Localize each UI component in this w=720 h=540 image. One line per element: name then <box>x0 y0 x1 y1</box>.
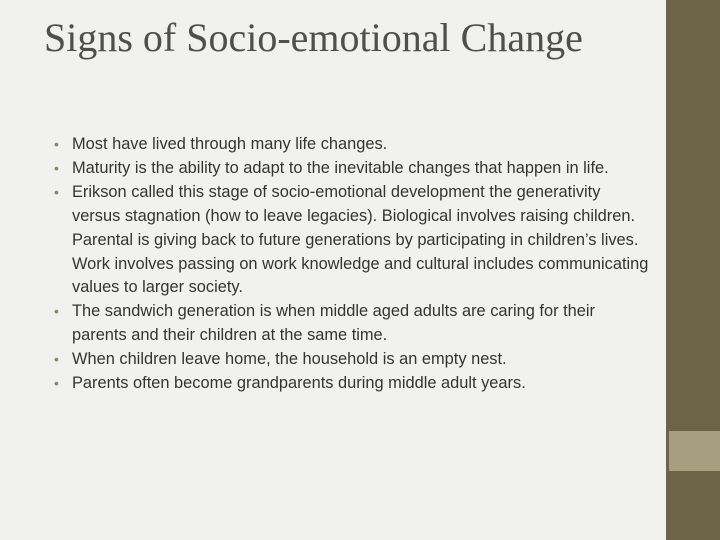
bullet-icon: • <box>54 351 59 368</box>
bullet-list <box>52 133 652 396</box>
slide-title: Signs of Socio-emotional Change <box>44 15 583 60</box>
bullet-text: Maturity is the ability to adapt to the inevitable changes that happen in life. <box>72 158 609 177</box>
bullet-icon: • <box>54 375 59 392</box>
bullet-icon: • <box>54 159 59 176</box>
bullet-item-5 <box>52 348 652 372</box>
bullet-item-1 <box>52 133 652 157</box>
bullet-icon: • <box>54 183 59 200</box>
bullet-item-2 <box>52 157 652 181</box>
bullet-item-3 <box>52 181 652 301</box>
sidebar-accent-block <box>669 431 720 471</box>
bullet-icon: • <box>54 303 59 320</box>
bullet-text: Parents often become grandparents during middle adult years. <box>72 374 526 393</box>
bullet-text: Most have lived through many life changes. <box>72 135 388 153</box>
bullet-item-6 <box>52 372 652 396</box>
bullet-text: The sandwich generation is when middle aged adults are caring for their parents and their children at the same time. <box>72 302 595 345</box>
bullet-text: When children leave home, the household is an empty nest. <box>72 350 507 369</box>
bullet-item-4 <box>52 300 652 348</box>
bullet-text: Erikson called this stage of socio-emotional development the generativity versus stagnation (how to leave legacies). Biological involves raising children. Parental is giving back to future generations by participating in children’s lives. Work involves passing on work knowledge and cultural includes communicating values to larger society. <box>72 182 649 297</box>
bullet-icon: • <box>54 136 59 152</box>
